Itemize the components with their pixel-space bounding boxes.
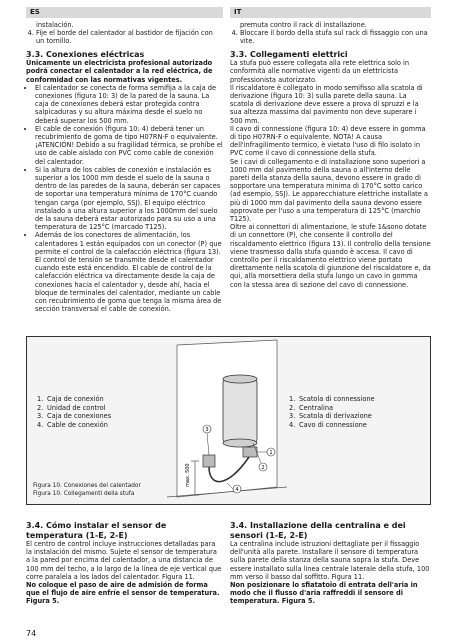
- bullet-item: • Si la altura de los cables de conexión e instalación es superior a los 1000 mm desde el suelo de la sauna o dentro de las paredes de la sauna, deberán ser capaces de soportar una temperatura mínima de 170°C cuando tengan carga (por ejemplo, SSJ). El equipo eléctrico instalado a una altura superior a los 1000mm del suelo de la sauna deberá estar autorizado para su uso a una temperatura de 125°C (marcado T125).: [35, 166, 223, 232]
- intro-text: premuta contro il rack di installazione.: [240, 21, 367, 29]
- legend-item: 1. Caja de conexión: [37, 395, 104, 403]
- heater-bottom: [223, 439, 257, 447]
- bullet-list: [26, 84, 223, 314]
- paragraph: Il riscaldatore è collegato in modo semifisso alla scatola di derivazione (figura 10: 3) sulla parete della sauna. La scatola di derivazione deve essere a prova di spruzzi e la sua altezza massima dal pavimento non deve superare i 500 mm.: [230, 83, 423, 125]
- section-heading: 3.4. Cómo instalar el sensor de temperatura (1-E, 2-E): [26, 521, 167, 540]
- bullet-item: • Además de los conectores de alimentación, los calentadores 1 están equipados con un conector (P) que permite el control de la calefacción eléctrica (figura 13). El control de tensión se transmite desde el calentador cuando este está encendido. El cable de control de la calefacción eléctrica va directamente desde la caja de conexiones hacia el calentador y, desde ahí, hacia el bloque de terminales del calentador, mediante un cable con recubrimiento de goma que tenga la misma área de sección transversal el cable de conexión.: [35, 231, 223, 313]
- paragraph: La centralina include istruzioni dettagliate per il fissaggio dell'unità alla parete. Installare il sensore di temperatura sulla parete della stanza della sauna sopra la stufa. Deve essere installato sulla linea centrale laterale della stufa, 100 mm verso il basso dal soffitto. Figura 11.: [230, 540, 430, 581]
- callout-4-label: 4: [235, 487, 239, 493]
- install-step-list: [230, 29, 431, 45]
- figure-10-box: [26, 336, 431, 505]
- install-step-4: 4. Fije el borde del calentador al bastidor de fijación con un tornillo.: [36, 29, 223, 45]
- figure-caption-es: Figura 10. Conexiones del calentador: [33, 483, 141, 489]
- paragraph: El centro de control incluye instrucciones detalladas para la instalación del mismo. Sujete el sensor de temperatura a la pared por encima del calentador, a una distancia de 100 mm del techo, a lo largo de la línea de eje vertical que corre paralela a los lados del calentador. Figura 11.: [26, 540, 222, 581]
- paragraph: Oltre ai connettori di alimentazione, le stufe 1&sono dotate di un connettore (P), che consente il controllo del riscaldamento elettrico (figura 13). Il controllo della tensione viene trasmesso dalla stufa quando è accesa. Il cavo di controllo per il riscaldamento elettrico viene portato direttamente nella scatola di giunzione del riscaldatore e, da qui, alla morsettiera della stufa lungo un cavo in gomma con la stessa area di sezione del cavo di connessione.: [230, 223, 431, 289]
- italian-column-top: [230, 21, 431, 289]
- legend-item: 2. Centralina: [289, 403, 334, 412]
- install-step-list: [26, 29, 223, 45]
- section-heading: 3.4. Installazione della centralina e dei sensori (1-E, 2-E): [230, 521, 406, 540]
- warning-text: No coloque el paso de aire de admisión de forma que el flujo de aire enfríe el sensor de temperatura. Figura 5.: [26, 581, 220, 606]
- warning-text: Non posizionare lo sfiatatoio di entrata dell'aria in modo che il flusso d'aria raffreddi il sensore di temperatura. Figura 5.: [230, 581, 418, 606]
- language-header-it: IT: [230, 7, 431, 18]
- paragraph: Il cavo di connessione (figura 10: 4) deve essere in gomma di tipo H07RN-F o equivalente. NOTA! A causa dell'infragilimento termico, è vietato l'uso di filo isolato in PVC come il cavo di connessione della stufa.: [230, 124, 426, 158]
- legend-item: 3. Caja de conexiones: [37, 412, 112, 421]
- install-step-4: 4. Bloccare il bordo della stufa sul rack di fissaggio con una vite.: [240, 29, 431, 45]
- legend-item: 1. Scatola di connessione: [289, 395, 375, 403]
- heater-top: [223, 375, 257, 383]
- callout-2-label: 2: [261, 465, 265, 471]
- callout-3-label: 3: [205, 427, 209, 433]
- junction-box: [203, 455, 215, 467]
- language-header-es: ES: [26, 7, 223, 18]
- bullet-item: • El calentador se conecta de forma semifija a la caja de conexiones (figura 10: 3) de la pared de la sauna. La caja de conexiones deberá estar protegida contra salpicaduras y su altura máxima desde el suelo no deberá superar los 500 mm.: [35, 84, 223, 125]
- spanish-column-top: [26, 21, 223, 313]
- italian-column-bottom: [230, 517, 431, 606]
- heater-body: [223, 379, 257, 443]
- figure-caption-it: Figura 10. Collegamenti della stufa: [33, 491, 135, 497]
- paragraph: La stufa può essere collegata alla rete elettrica solo in conformità alle normative vigenti da un elettricista professionista autorizzato.: [230, 59, 410, 84]
- spanish-column-bottom: [26, 517, 223, 606]
- legend-item: 4. Cavo di connessione: [289, 420, 367, 429]
- page-number: 74: [26, 629, 37, 638]
- heater-connection-diagram: [27, 337, 430, 504]
- paragraph: Se i cavi di collegamento e di installazione sono superiori a 1000 mm dal pavimento della sauna o all'interno delle pareti della stanza della sauna, devono essere in grado di sopportare una temperatura minima di 170°C sotto carico (ad esempio, SSJ). Le apparecchiature elettriche installate a più di 1000 mm dal pavimento della sauna devono essere approvate per l'uso a una temperatura di 125°C (marchio T125).: [230, 157, 428, 223]
- connection-box: [243, 447, 257, 457]
- legend-item: 2. Unidad de control: [37, 403, 106, 412]
- legend-item: 4. Cable de conexión: [37, 420, 108, 429]
- section-heading: 3.3. Conexiones eléctricas: [26, 49, 145, 59]
- bullet-item: • El cable de conexión (figura 10: 4) deberá tener un recubrimiento de goma de tipo H07RN-F o equivalente. ¡ATENCIÓN! Debido a su fragilidad térmica, se prohíbe el uso de cable aislado con PVC como cable de conexión del calentador.: [35, 125, 223, 166]
- section-heading: 3.3. Collegamenti elettrici: [230, 49, 348, 59]
- dimension-label: max. 500: [185, 463, 191, 487]
- callout-1-label: 1: [269, 450, 273, 456]
- bold-intro: Únicamente un electricista profesional autorizado podrá conectar el calentador a la red eléctrica, de conformidad con las normativas vigentes.: [26, 59, 213, 84]
- legend-item: 3. Scatola di derivazione: [289, 412, 372, 421]
- intro-text: instalación.: [36, 21, 74, 29]
